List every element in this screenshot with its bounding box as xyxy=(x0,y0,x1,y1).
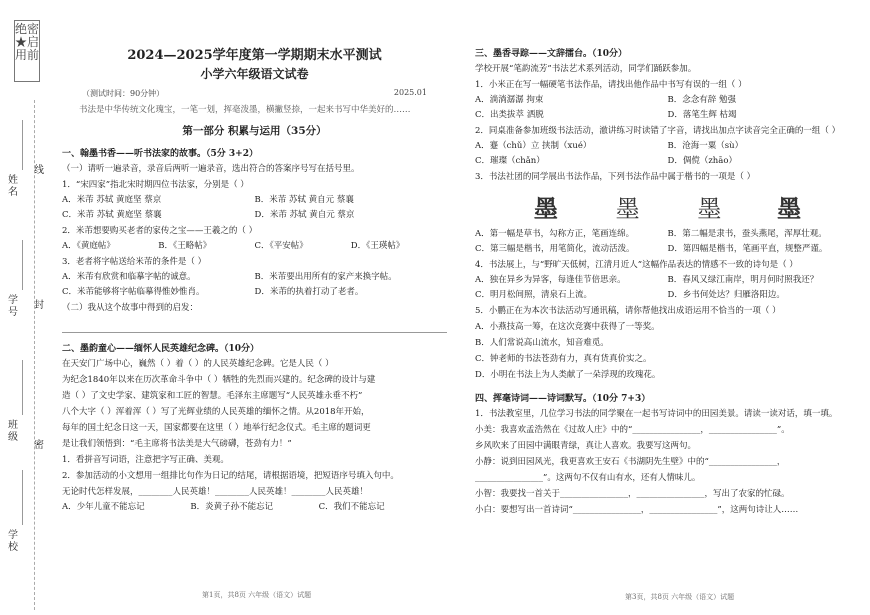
option-d[interactable]: D．米芾的执着打动了老者。 xyxy=(254,287,364,297)
dialogue-line[interactable]: 小静：说到田园风光，我更喜欢王安石《书湖阴先生壁》中的“________________， xyxy=(475,457,786,467)
seal-mark-2: 封 xyxy=(34,300,44,311)
passage-line[interactable]: 为纪念1840年以来在历次革命斗争中（ ）牺牲的先烈而兴建的。纪念碑的设计与建 xyxy=(62,375,376,385)
options-q1 xyxy=(62,193,447,208)
page-right xyxy=(475,46,860,606)
options-q2 xyxy=(475,139,860,154)
exam-title: 2024—2025学年度第一学期期末水平测试 xyxy=(127,48,382,63)
option-c[interactable]: C．米芾能够将字帖临摹得惟妙惟肖。 xyxy=(62,287,205,297)
name-label: 姓名 xyxy=(8,175,18,198)
option-c[interactable]: C．第三幅是楷书，用笔简化，流动活泼。 xyxy=(475,244,635,254)
school-label: 学校 xyxy=(8,530,18,553)
options-q3 xyxy=(62,270,447,285)
option-b[interactable]: B．炎黄子孙不能忘记 xyxy=(190,502,274,512)
section-intro: 学校开展“笔韵流芳”书法艺术系列活动，同学们踊跃参加。 xyxy=(475,64,697,74)
option-a[interactable]: A．独在异乡为异客，每逢佳节倍思亲。 xyxy=(475,275,626,285)
question-3[interactable]: 3．书法社团的同学展出书法作品，下列书法作品中属于楷书的一项是（ ） xyxy=(475,172,756,182)
option-b[interactable]: B．念念有辞 勉强 xyxy=(667,95,736,105)
option-d[interactable]: D．第四幅是楷书，笔画平直，规整严谨。 xyxy=(667,244,828,254)
confidential-stamp: 绝密★启用前 xyxy=(14,20,40,82)
option-c[interactable]: C．我们不能忘记 xyxy=(318,502,385,512)
options-q1 xyxy=(475,93,860,108)
options-q2 xyxy=(62,239,447,254)
option-a[interactable]: A．米芾 苏轼 黄庭坚 蔡京 xyxy=(62,195,162,205)
page-left xyxy=(62,44,447,604)
school-field[interactable] xyxy=(22,470,23,525)
question-4[interactable]: （二）我从这个故事中得到的启发： xyxy=(62,303,199,313)
section-heading: 三、墨香寻踪——文辞擂台。（10分） xyxy=(475,49,628,59)
option-b[interactable]: B．沧海一粟（sù） xyxy=(667,141,744,151)
question-1[interactable]: 1．小米正在写一幅硬笔书法作品，请找出他作品中书写有误的一组（ ） xyxy=(475,80,747,90)
option-b[interactable]: B．米芾要出用所有的家产来换字帖。 xyxy=(254,272,397,282)
section-heading: 二、墨韵童心——缅怀人民英雄纪念碑。（10分） xyxy=(62,344,260,354)
dialogue-line[interactable]: ________________”。这两句不仅有山有水，还有人情味儿。 xyxy=(475,473,701,483)
exam-date: 2025.01 xyxy=(393,88,427,97)
question-3[interactable]: 3．老者将字帖送给米芾的条件是（ ） xyxy=(62,257,207,267)
seal-mark-1: 线 xyxy=(34,165,44,176)
question-2[interactable]: 2．同桌准备参加班级书法活动，澈讲练习时读错了字音，请找出加点字读音完全正确的一组（ ） xyxy=(475,126,841,136)
seal-line xyxy=(34,100,35,610)
question-5: 1．看拼音写词语，注意把字写正确、美观。 xyxy=(62,455,229,465)
option-b[interactable]: B．人们常说高山流水，知音难觅。 xyxy=(475,338,609,348)
option-d[interactable]: D．《王瑛帖》 xyxy=(350,241,405,251)
option-d[interactable]: D．落笔生辉 枯竭 xyxy=(667,110,737,120)
option-a[interactable]: A．《黄庭帖》 xyxy=(62,241,115,251)
option-d[interactable]: D．米芾 苏轼 黄自元 蔡京 xyxy=(254,210,355,220)
binding-margin xyxy=(0,0,52,615)
option-a[interactable]: A．蹇（chǔ）立 挟制（xué） xyxy=(475,141,592,151)
question-5[interactable]: 5．小鹏正在为本次书法活动写通讯稿，请你帮他找出成语运用不恰当的一项（ ） xyxy=(475,306,781,316)
options-q3b xyxy=(475,242,860,257)
option-d[interactable]: D．小明在书法上为人类献了一朵浮现的玫瑰花。 xyxy=(475,370,661,380)
name-field[interactable] xyxy=(22,120,23,170)
options-q3b xyxy=(62,285,447,300)
calligraphy-samples xyxy=(505,189,830,223)
options-q2b xyxy=(475,154,860,169)
passage-line[interactable]: 造（ ）了文史学家、建筑家和工匠的智慧。毛泽东主席题写“人民英雄永垂不朽” xyxy=(62,391,363,401)
student-id-label: 学号 xyxy=(8,295,18,318)
seal-mark-3: 密 xyxy=(34,440,44,451)
question-6: 1．书法教室里，几位学习书法的同学聚在一起书写诗词中的田园美景。请读一读对话，填一填。 xyxy=(475,409,838,419)
option-a[interactable]: A．淌淌潺潺 拘束 xyxy=(475,95,544,105)
option-d[interactable]: D．乡书何处达？归雁洛阳边。 xyxy=(667,290,785,300)
option-b[interactable]: B．第二幅是隶书，蚕头燕尾，浑厚壮观。 xyxy=(667,229,827,239)
page-footer: 第1页，共8页 六年级（语文）试题 xyxy=(202,591,312,599)
passage-line: 是让我们领悟到：“毛主席将书法美是大气磅礴，苍劲有力！” xyxy=(62,439,292,449)
exam-meta xyxy=(82,88,427,99)
class-label: 班级 xyxy=(8,420,18,443)
options-q6 xyxy=(62,500,447,515)
section-instruction: （一）请听一遍录音，录音后两听一遍录音，选出符合的答案序号写在括号里。 xyxy=(62,164,360,174)
option-c[interactable]: C．出类拔萃 洒脱 xyxy=(475,110,544,120)
options-q4 xyxy=(475,273,860,288)
answer-line[interactable] xyxy=(62,318,447,333)
calligraphy-sample-4[interactable]: 墨 xyxy=(777,195,802,223)
class-field[interactable] xyxy=(22,360,23,415)
exam-time: （测试时间：90分钟） xyxy=(82,89,165,98)
exam-subtitle: 小学六年级语文试卷 xyxy=(200,67,309,81)
question-6-text[interactable]: 无论时代怎样发展，________人民英雄！________人民英雄！________人民英雄！ xyxy=(62,487,369,497)
option-c[interactable]: C．钟老师的书法苍劲有力，真有货真价实之。 xyxy=(475,354,652,364)
exam-intro: 书法是中华传统文化瑰宝，一笔一划，挥毫泼墨，横撇竖捺，一起来书写中华美好的…… xyxy=(79,105,411,115)
dialogue-line[interactable]: 小美：我喜欢孟浩然在《过故人庄》中的“________________，________________”。 xyxy=(475,425,790,435)
question-4[interactable]: 4．书法展上，与“野旷天低树，江清月近人”这幅作品表达的情感不一致的诗句是（ ） xyxy=(475,260,798,270)
option-c[interactable]: C．明月松间照，清泉石上流。 xyxy=(475,290,593,300)
options-q1b xyxy=(475,108,860,123)
page-footer: 第3页，共8页 六年级（语文）试题 xyxy=(625,593,735,601)
option-d[interactable]: D．倜傥（zhāo） xyxy=(667,156,737,166)
student-id-field[interactable] xyxy=(22,240,23,290)
calligraphy-sample-3[interactable]: 墨 xyxy=(697,194,720,223)
option-a[interactable]: A．小燕技高一筹，在这次竞赛中获得了一等奖。 xyxy=(475,322,660,332)
option-a[interactable]: A．第一幅是草书，勾称方正，笔画连绵。 xyxy=(475,229,635,239)
section-heading: 四、挥毫诗词——诗词默写。（10分 7+3） xyxy=(475,394,651,404)
options-q4b xyxy=(475,288,860,303)
option-c[interactable]: C．《平安帖》 xyxy=(254,241,308,251)
option-b[interactable]: B．《王略帖》 xyxy=(158,241,212,251)
section-heading: 一、翰墨书香——听书法家的故事。（5分 3+2） xyxy=(62,149,258,159)
option-a[interactable]: A．米芾有欣赏和临摹字帖的诚意。 xyxy=(62,272,196,282)
option-b[interactable]: B．春风又绿江南岸，明月何时照我还？ xyxy=(667,275,819,285)
dialogue-line[interactable]: 小智：我要找一首关于________________，________________，写出了农家的忙碌。 xyxy=(475,489,790,499)
question-2[interactable]: 2．米芾想要购买老者的家传之宝——王羲之的（ ） xyxy=(62,226,258,236)
part-heading: 第一部分 积累与运用（35分） xyxy=(182,125,327,137)
question-1[interactable]: 1．“宋四家”指北宋时期四位书法家，分别是（ ） xyxy=(62,180,249,190)
option-c[interactable]: C．米芾 苏轼 黄庭坚 蔡襄 xyxy=(62,210,162,220)
option-c[interactable]: C．璀璨（chǎn） xyxy=(475,156,545,166)
calligraphy-sample-1[interactable]: 墨 xyxy=(533,193,558,223)
options-q1b xyxy=(62,208,447,223)
dialogue-line: 乡风吹来了田园中满眼青绿，真让人喜欢。我要写这两句。 xyxy=(475,441,697,451)
option-b[interactable]: B．米芾 苏轼 黄自元 蔡襄 xyxy=(254,195,354,205)
option-a[interactable]: A．少年儿童不能忘记 xyxy=(62,502,145,512)
options-q3 xyxy=(475,227,860,242)
question-6: 2．参加活动的小文想用一组排比句作为日记的结尾，请根据语境，把短语序号填入句中。 xyxy=(62,471,399,481)
calligraphy-sample-2[interactable]: 墨 xyxy=(615,196,640,223)
passage-line[interactable]: 八个大字（ ）浑着浑（ ）写了光辉业绩的人民英雄的缅怀之情。从2018年开始， xyxy=(62,407,370,417)
passage-line[interactable]: 在天安门广场中心，巍然（ ）着（ ）的人民英雄纪念碑。它是人民（ ） xyxy=(62,359,334,369)
passage-line[interactable]: 每年的国土纪念日这一天，国家都要在这里（ ）地举行纪念仪式。毛主席的题词更 xyxy=(62,423,371,433)
dialogue-line[interactable]: 小白：要想写出一首诗词“________________，________________”，这两句诗让人…… xyxy=(475,505,799,515)
